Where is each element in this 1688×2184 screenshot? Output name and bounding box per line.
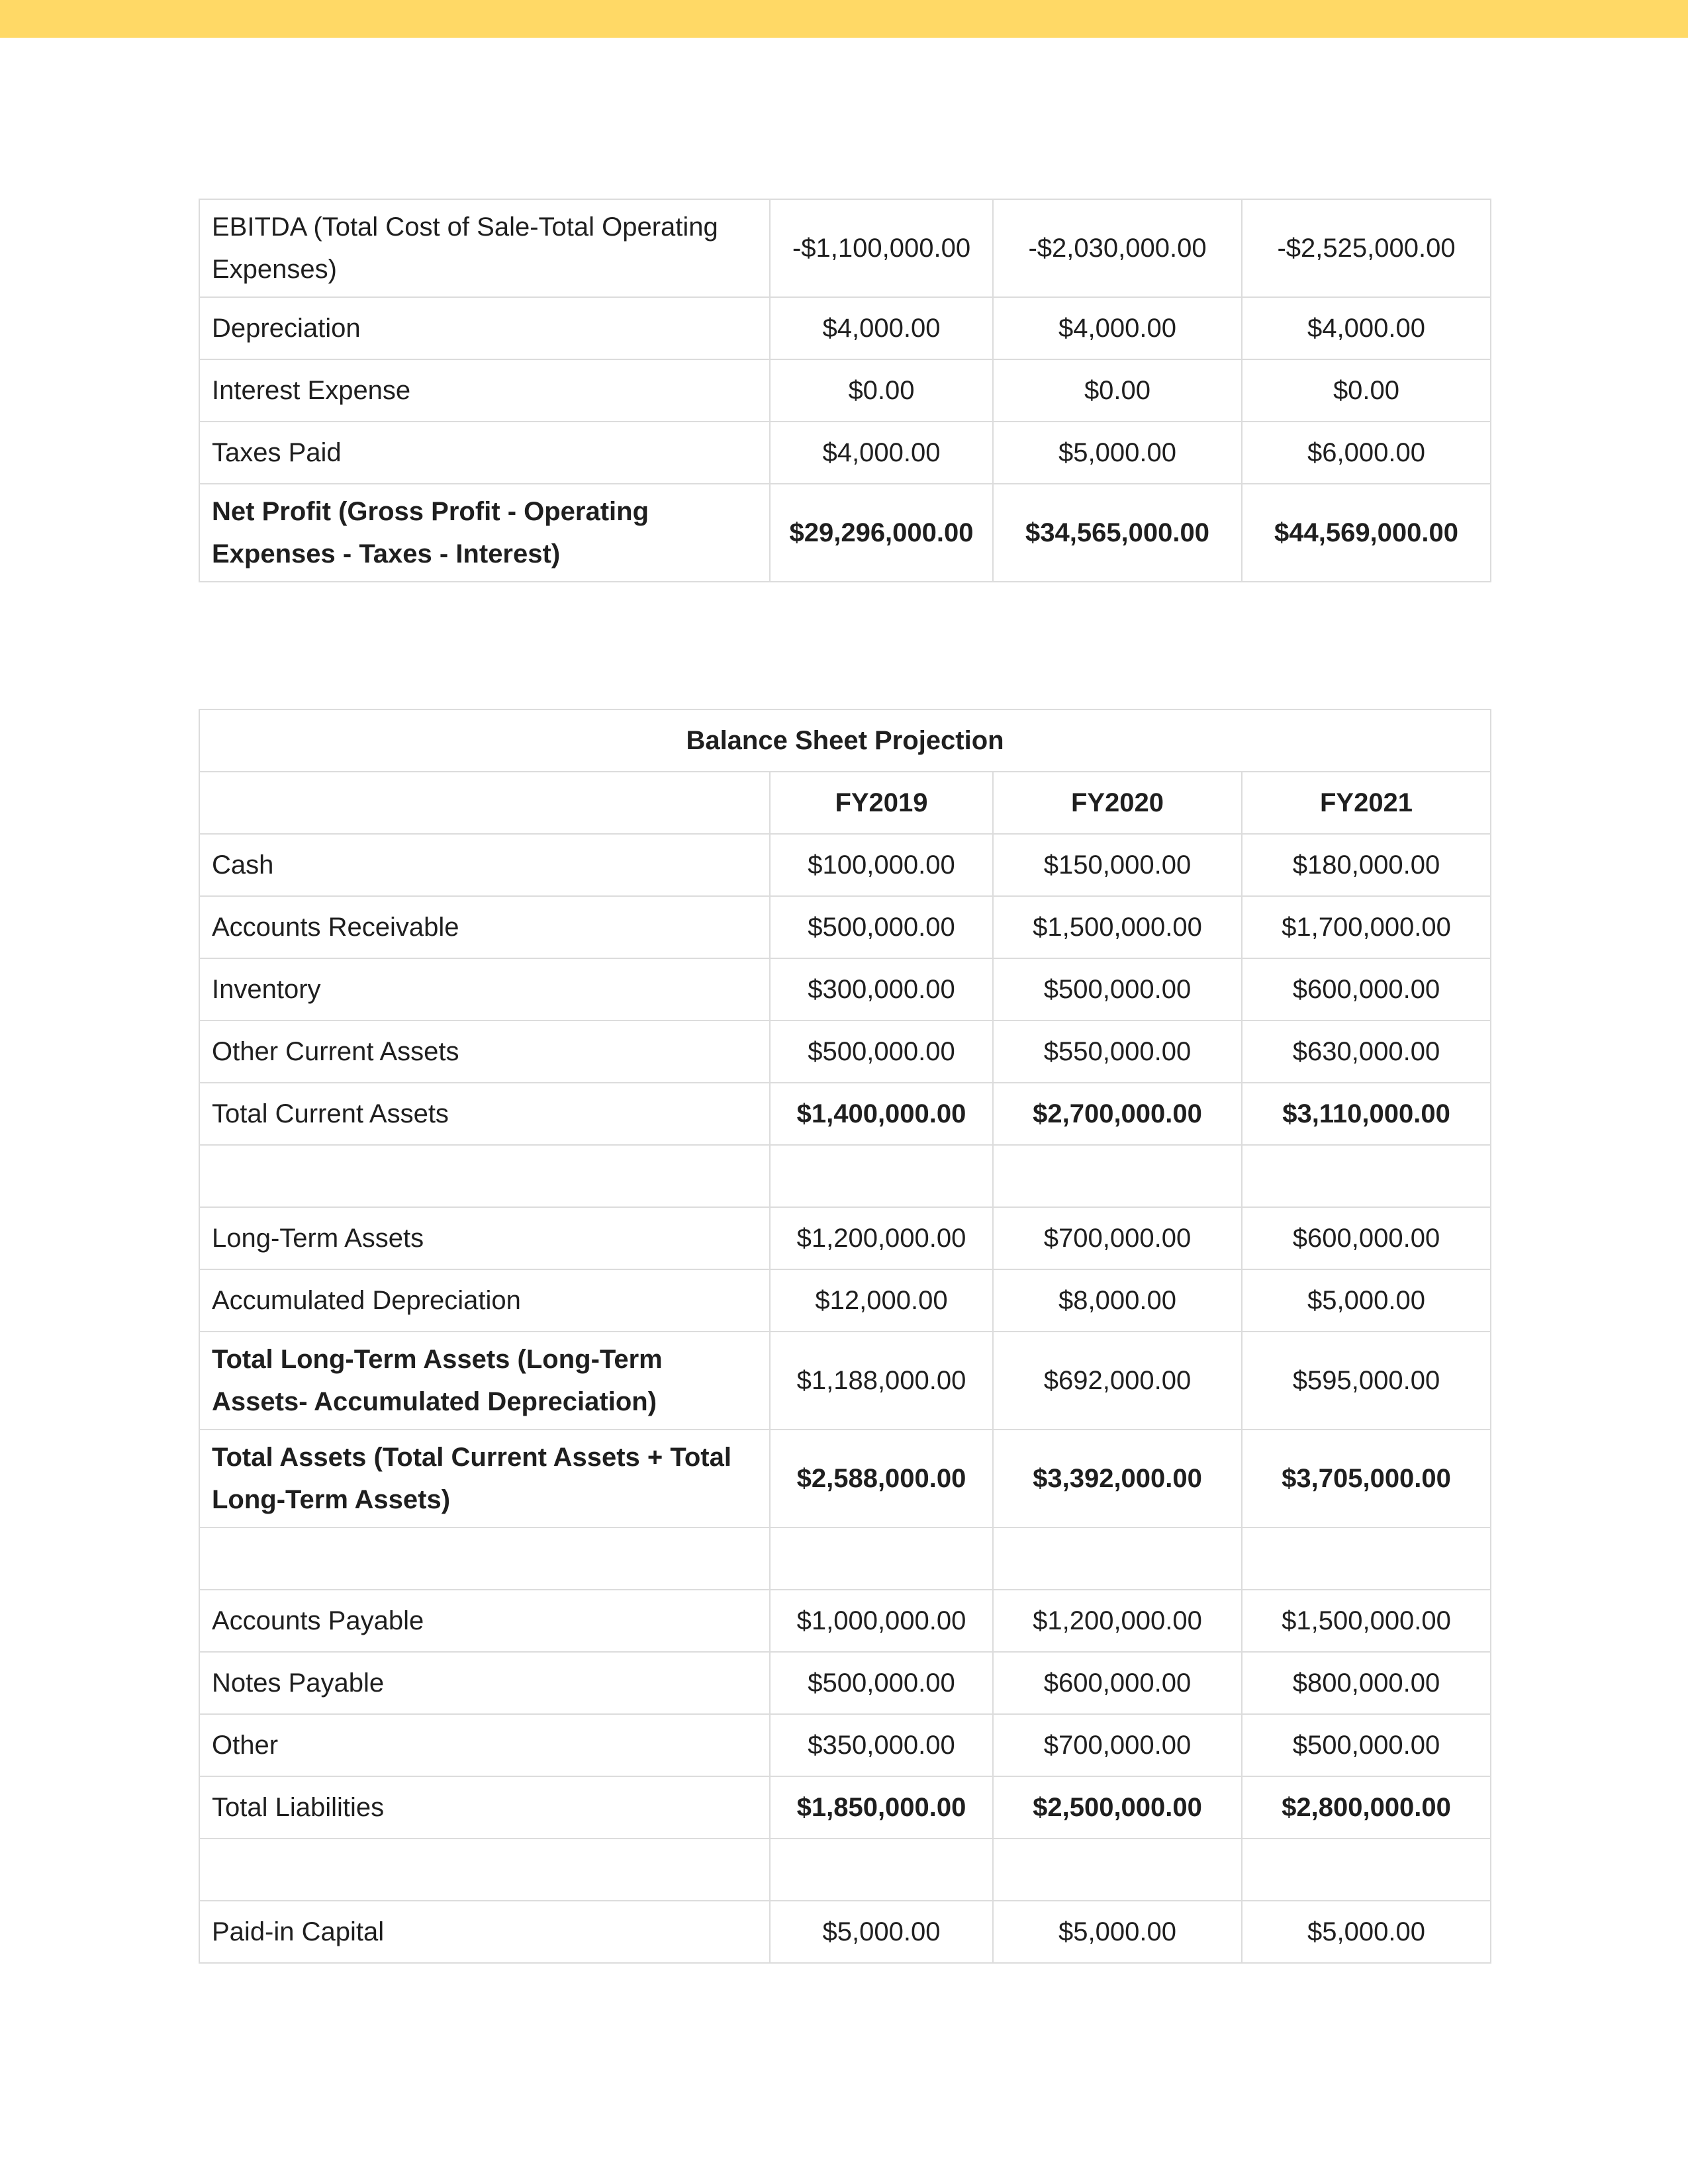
cell-value: $180,000.00 xyxy=(1242,834,1491,896)
cell-value: $34,565,000.00 xyxy=(993,484,1242,582)
cell-value: $5,000.00 xyxy=(1242,1269,1491,1332)
table-row-total xyxy=(199,1776,1491,1839)
cell-value: $2,800,000.00 xyxy=(1242,1776,1491,1839)
row-label: Other Current Assets xyxy=(199,1021,770,1083)
cell-value: $2,588,000.00 xyxy=(770,1430,993,1527)
cell-value: $550,000.00 xyxy=(993,1021,1242,1083)
row-label: Net Profit (Gross Profit - Operating Expenses - Taxes - Interest) xyxy=(199,484,770,582)
row-label xyxy=(199,1839,770,1901)
cell-value xyxy=(770,1527,993,1590)
cell-value: $300,000.00 xyxy=(770,958,993,1021)
cell-value xyxy=(770,1145,993,1207)
table-row xyxy=(199,1901,1491,1963)
cell-value: $500,000.00 xyxy=(770,1652,993,1714)
cell-value xyxy=(993,1839,1242,1901)
table-row-total xyxy=(199,1083,1491,1145)
table-row-total xyxy=(199,1430,1491,1527)
cell-value: $500,000.00 xyxy=(770,1021,993,1083)
table-row xyxy=(199,297,1491,359)
row-label: Total Long-Term Assets (Long-Term Assets- Accumulated Depreciation) xyxy=(199,1332,770,1430)
cell-value: $4,000.00 xyxy=(993,297,1242,359)
cell-value: $630,000.00 xyxy=(1242,1021,1491,1083)
cell-value: -$1,100,000.00 xyxy=(770,199,993,297)
row-label: Total Liabilities xyxy=(199,1776,770,1839)
table-row xyxy=(199,1332,1491,1430)
row-label: Total Current Assets xyxy=(199,1083,770,1145)
cell-value: $4,000.00 xyxy=(770,297,993,359)
table-row xyxy=(199,1652,1491,1714)
cell-value: $500,000.00 xyxy=(993,958,1242,1021)
cell-value: $4,000.00 xyxy=(1242,297,1491,359)
row-label: Other xyxy=(199,1714,770,1776)
cell-value: $6,000.00 xyxy=(1242,422,1491,484)
table-row xyxy=(199,958,1491,1021)
row-label: Accounts Payable xyxy=(199,1590,770,1652)
table-row xyxy=(199,1021,1491,1083)
table-row xyxy=(199,834,1491,896)
cell-value: $500,000.00 xyxy=(1242,1714,1491,1776)
cell-value xyxy=(1242,1839,1491,1901)
row-label xyxy=(199,1527,770,1590)
cell-value: $2,700,000.00 xyxy=(993,1083,1242,1145)
row-label: Inventory xyxy=(199,958,770,1021)
cell-value xyxy=(993,1527,1242,1590)
table-row xyxy=(199,422,1491,484)
cell-value: $3,705,000.00 xyxy=(1242,1430,1491,1527)
header-empty-cell xyxy=(199,772,770,834)
row-label: Accounts Receivable xyxy=(199,896,770,958)
cell-value: $3,392,000.00 xyxy=(993,1430,1242,1527)
row-label: Taxes Paid xyxy=(199,422,770,484)
table-row xyxy=(199,1714,1491,1776)
table-row-total xyxy=(199,484,1491,582)
balance-sheet-table xyxy=(199,709,1491,1964)
table-row xyxy=(199,1269,1491,1332)
cell-value: $0.00 xyxy=(993,359,1242,422)
row-label: Paid-in Capital xyxy=(199,1901,770,1963)
table-spacer-row xyxy=(199,1839,1491,1901)
row-label: Long-Term Assets xyxy=(199,1207,770,1269)
cell-value: $2,500,000.00 xyxy=(993,1776,1242,1839)
column-header: FY2021 xyxy=(1242,772,1491,834)
cell-value: -$2,525,000.00 xyxy=(1242,199,1491,297)
cell-value: $1,188,000.00 xyxy=(770,1332,993,1430)
cell-value: $692,000.00 xyxy=(993,1332,1242,1430)
top-accent-bar xyxy=(0,0,1688,38)
cell-value: $700,000.00 xyxy=(993,1714,1242,1776)
column-header: FY2019 xyxy=(770,772,993,834)
table-title: Balance Sheet Projection xyxy=(199,709,1491,772)
cell-value: $5,000.00 xyxy=(993,1901,1242,1963)
table-title-row xyxy=(199,709,1491,772)
cell-value: $1,200,000.00 xyxy=(770,1207,993,1269)
table-spacer-row xyxy=(199,1145,1491,1207)
table-row xyxy=(199,199,1491,297)
table-header-row xyxy=(199,772,1491,834)
row-label: Total Assets (Total Current Assets + Total Long-Term Assets) xyxy=(199,1430,770,1527)
cell-value: $600,000.00 xyxy=(1242,958,1491,1021)
cell-value xyxy=(1242,1527,1491,1590)
cell-value: $12,000.00 xyxy=(770,1269,993,1332)
cell-value xyxy=(993,1145,1242,1207)
row-label: Cash xyxy=(199,834,770,896)
cell-value xyxy=(770,1839,993,1901)
row-label: Interest Expense xyxy=(199,359,770,422)
cell-value: $44,569,000.00 xyxy=(1242,484,1491,582)
column-header: FY2020 xyxy=(993,772,1242,834)
cell-value: $1,000,000.00 xyxy=(770,1590,993,1652)
cell-value: $1,850,000.00 xyxy=(770,1776,993,1839)
cell-value: $350,000.00 xyxy=(770,1714,993,1776)
cell-value: $1,500,000.00 xyxy=(993,896,1242,958)
cell-value: $700,000.00 xyxy=(993,1207,1242,1269)
cell-value: $500,000.00 xyxy=(770,896,993,958)
cell-value: $1,500,000.00 xyxy=(1242,1590,1491,1652)
cell-value: $5,000.00 xyxy=(1242,1901,1491,1963)
row-label: Notes Payable xyxy=(199,1652,770,1714)
row-label xyxy=(199,1145,770,1207)
cell-value: $3,110,000.00 xyxy=(1242,1083,1491,1145)
cell-value: $8,000.00 xyxy=(993,1269,1242,1332)
income-statement-table xyxy=(199,199,1491,582)
cell-value: $5,000.00 xyxy=(993,422,1242,484)
row-label: EBITDA (Total Cost of Sale-Total Operating Expenses) xyxy=(199,199,770,297)
table-row xyxy=(199,1207,1491,1269)
cell-value: $29,296,000.00 xyxy=(770,484,993,582)
row-label: Depreciation xyxy=(199,297,770,359)
cell-value: -$2,030,000.00 xyxy=(993,199,1242,297)
cell-value: $600,000.00 xyxy=(993,1652,1242,1714)
cell-value: $1,400,000.00 xyxy=(770,1083,993,1145)
cell-value: $4,000.00 xyxy=(770,422,993,484)
row-label: Accumulated Depreciation xyxy=(199,1269,770,1332)
cell-value: $100,000.00 xyxy=(770,834,993,896)
cell-value: $800,000.00 xyxy=(1242,1652,1491,1714)
cell-value: $150,000.00 xyxy=(993,834,1242,896)
cell-value: $5,000.00 xyxy=(770,1901,993,1963)
cell-value: $0.00 xyxy=(1242,359,1491,422)
cell-value: $1,700,000.00 xyxy=(1242,896,1491,958)
table-row xyxy=(199,1590,1491,1652)
cell-value: $595,000.00 xyxy=(1242,1332,1491,1430)
table-spacer-row xyxy=(199,1527,1491,1590)
cell-value: $600,000.00 xyxy=(1242,1207,1491,1269)
table-row xyxy=(199,359,1491,422)
cell-value xyxy=(1242,1145,1491,1207)
table-row xyxy=(199,896,1491,958)
cell-value: $1,200,000.00 xyxy=(993,1590,1242,1652)
cell-value: $0.00 xyxy=(770,359,993,422)
